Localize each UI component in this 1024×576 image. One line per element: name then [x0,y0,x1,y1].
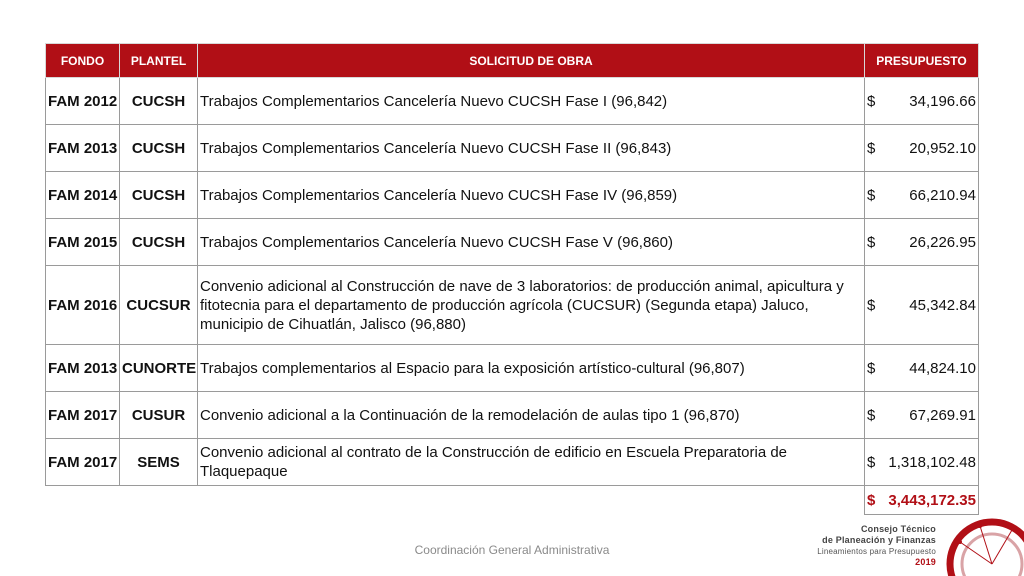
fondo-cell: FAM 2017 [46,392,120,439]
currency-symbol: $ [867,453,876,471]
fondo-cell: FAM 2012 [46,78,120,125]
total-row [46,486,979,515]
fondo-cell: FAM 2013 [46,125,120,172]
budget-table [45,43,979,515]
currency-symbol: $ [867,491,876,509]
plantel-cell: CUCSH [120,219,198,266]
amount: 1,318,102.48 [888,453,976,471]
total-cell [865,486,979,515]
amount: 66,210.94 [909,186,976,204]
total-amount: 3,443,172.35 [888,491,976,509]
obra-cell: Convenio adicional al contrato de la Construcción de edificio en Escuela Preparatoria de Tlaquepaque [198,439,865,486]
logo-line-4: 2019 [915,557,936,567]
obra-cell: Trabajos Complementarios Cancelería Nuevo CUCSH Fase V (96,860) [198,219,865,266]
obra-cell: Trabajos Complementarios Cancelería Nuevo CUCSH Fase I (96,842) [198,78,865,125]
plantel-cell: CUCSH [120,125,198,172]
footer-text: Coordinación General Administrativa [414,543,610,557]
plantel-cell: CUCSH [120,78,198,125]
header-presupuesto: PRESUPUESTO [865,44,979,78]
fondo-cell: FAM 2015 [46,219,120,266]
table-row [46,345,979,392]
amount: 45,342.84 [909,296,976,314]
fondo-cell: FAM 2017 [46,439,120,486]
presupuesto-cell [865,125,979,172]
header-fondo: FONDO [46,44,120,78]
currency-symbol: $ [867,406,876,424]
amount: 34,196.66 [909,92,976,110]
table-row [46,125,979,172]
plantel-cell: SEMS [120,439,198,486]
currency-symbol: $ [867,139,876,157]
plantel-cell: CUCSH [120,172,198,219]
table-row [46,219,979,266]
table-row [46,78,979,125]
fondo-cell: FAM 2013 [46,345,120,392]
plantel-cell: CUSUR [120,392,198,439]
header-plantel: PLANTEL [120,44,198,78]
table-header-row [46,44,979,78]
table-row [46,392,979,439]
obra-cell: Trabajos Complementarios Cancelería Nuevo CUCSH Fase IV (96,859) [198,172,865,219]
obra-cell: Convenio adicional al Construcción de nave de 3 laboratorios: de producción animal, apicultura y fitotecnia para el departamento de producción agrícola (CUCSUR) (Segunda etapa) Jaluco, municipio de Cihuatlán, Jalisco (96,880) [198,266,865,345]
obra-cell: Trabajos complementarios al Espacio para la exposición artístico-cultural (96,807) [198,345,865,392]
currency-symbol: $ [867,186,876,204]
table-row [46,266,979,345]
logo-line-3: Lineamientos para Presupuesto [817,547,936,556]
presupuesto-cell [865,172,979,219]
logo-line-2: de Planeación y Finanzas [822,535,936,545]
amount: 67,269.91 [909,406,976,424]
logo-emblem-icon [940,512,1024,576]
header-solicitud: SOLICITUD DE OBRA [198,44,865,78]
consejo-logo [800,512,1024,576]
presupuesto-cell [865,392,979,439]
obra-cell: Convenio adicional a la Continuación de la remodelación de aulas tipo 1 (96,870) [198,392,865,439]
presupuesto-cell [865,345,979,392]
currency-symbol: $ [867,296,876,314]
table-row [46,172,979,219]
amount: 26,226.95 [909,233,976,251]
total-spacer [46,486,865,515]
fondo-cell: FAM 2014 [46,172,120,219]
presupuesto-cell [865,266,979,345]
logo-line-1: Consejo Técnico [860,524,936,534]
obra-cell: Trabajos Complementarios Cancelería Nuevo CUCSH Fase II (96,843) [198,125,865,172]
table-row [46,439,979,486]
presupuesto-cell [865,78,979,125]
currency-symbol: $ [867,233,876,251]
presupuesto-cell [865,439,979,486]
currency-symbol: $ [867,359,876,377]
plantel-cell: CUCSUR [120,266,198,345]
amount: 44,824.10 [909,359,976,377]
plantel-cell: CUNORTE [120,345,198,392]
amount: 20,952.10 [909,139,976,157]
fondo-cell: FAM 2016 [46,266,120,345]
presupuesto-cell [865,219,979,266]
currency-symbol: $ [867,92,876,110]
